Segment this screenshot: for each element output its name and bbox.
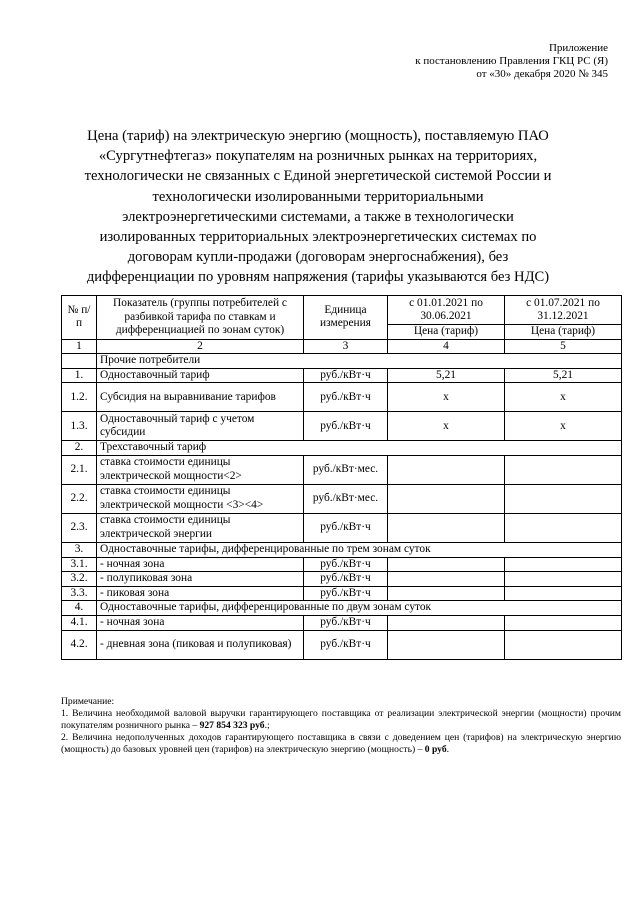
row-name: - дневная зона (пиковая и полупиковая) — [97, 630, 304, 659]
header-no: № п/п — [62, 296, 97, 340]
row-unit: руб./кВт·ч — [304, 412, 388, 441]
row-no: 1.3. — [62, 412, 97, 441]
table-row — [62, 572, 622, 587]
row-name: Одноставочные тарифы, дифференцированные по двум зонам суток — [97, 601, 622, 616]
row-value-2 — [505, 630, 622, 659]
header-price-2: Цена (тариф) — [505, 325, 622, 340]
row-no: 2.3. — [62, 513, 97, 542]
header-price-1: Цена (тариф) — [388, 325, 505, 340]
table-row — [62, 368, 622, 383]
table-row — [62, 412, 622, 441]
row-no: 1. — [62, 368, 97, 383]
table-row — [62, 557, 622, 572]
row-name: - пиковая зона — [97, 586, 304, 601]
note-item-2: 2. Величина недополученных доходов гарантирующего поставщика в связи с доведением цен (тарифов) на электрическую энергию (мощность) до базовых уровней цен (тарифов) на электрическую энергию (мощность) – 0 руб. — [61, 732, 621, 755]
row-value-2 — [505, 484, 622, 513]
notes — [61, 696, 621, 756]
row-name: ставка стоимости единицы электрической мощности <3><4> — [97, 484, 304, 513]
section-row — [62, 601, 622, 616]
header-indicator: Показатель (группы потребителей с разбивкой тарифа по ставкам и дифференциацией по зонам суток) — [97, 296, 304, 340]
column-number: 1 — [62, 339, 97, 354]
row-value-2 — [505, 586, 622, 601]
header-unit: Единица измерения — [304, 296, 388, 340]
column-number: 2 — [97, 339, 304, 354]
row-value-2: х — [505, 383, 622, 412]
row-unit: руб./кВт·ч — [304, 513, 388, 542]
header-date: от «30» декабря 2020 № 345 — [476, 68, 608, 80]
row-no: 3.3. — [62, 586, 97, 601]
row-value-2 — [505, 572, 622, 587]
row-value-1: х — [388, 383, 505, 412]
document-header — [415, 42, 608, 81]
row-name: ставка стоимости единицы электрической энергии — [97, 513, 304, 542]
row-value-1 — [388, 630, 505, 659]
row-unit: руб./кВт·мес. — [304, 455, 388, 484]
row-unit: руб./кВт·ч — [304, 383, 388, 412]
column-number: 5 — [505, 339, 622, 354]
row-name: Одноставочные тарифы, дифференцированные по трем зонам суток — [97, 542, 622, 557]
header-resolution: к постановлению Правления ГКЦ РС (Я) — [415, 55, 608, 67]
row-name: Трехставочный тариф — [97, 441, 622, 456]
table-row — [62, 586, 622, 601]
row-unit: руб./кВт·ч — [304, 630, 388, 659]
row-no: 2. — [62, 441, 97, 456]
row-no: 1.2. — [62, 383, 97, 412]
row-no: 3. — [62, 542, 97, 557]
table-row — [62, 615, 622, 630]
row-unit: руб./кВт·ч — [304, 557, 388, 572]
row-no: 4.2. — [62, 630, 97, 659]
section-row — [62, 542, 622, 557]
note-item-1: 1. Величина необходимой валовой выручки гарантирующего поставщика от реализации электрической энергии (мощности) прочим покупателям розничного рынка – 927 854 323 руб.; — [61, 708, 621, 731]
row-value-2 — [505, 615, 622, 630]
row-value-1 — [388, 586, 505, 601]
row-value-1: х — [388, 412, 505, 441]
section-row — [62, 441, 622, 456]
column-number: 4 — [388, 339, 505, 354]
row-value-1 — [388, 615, 505, 630]
table-row — [62, 484, 622, 513]
row-name: Одноставочный тариф с учетом субсидии — [97, 412, 304, 441]
row-value-1 — [388, 572, 505, 587]
row-name: - полупиковая зона — [97, 572, 304, 587]
row-no: 3.2. — [62, 572, 97, 587]
row-value-2 — [505, 455, 622, 484]
row-name: ставка стоимости единицы электрической мощности<2> — [97, 455, 304, 484]
row-unit: руб./кВт·мес. — [304, 484, 388, 513]
row-no: 4. — [62, 601, 97, 616]
note-item-2-value: 0 руб — [424, 744, 447, 755]
row-unit: руб./кВт·ч — [304, 368, 388, 383]
row-no: 2.1. — [62, 455, 97, 484]
table-row — [62, 630, 622, 659]
row-value-1: 5,21 — [388, 368, 505, 383]
row-value-2: 5,21 — [505, 368, 622, 383]
note-heading: Примечание: — [61, 696, 115, 707]
row-name: Одноставочный тариф — [97, 368, 304, 383]
document-title: Цена (тариф) на электрическую энергию (мощность), поставляемую ПАО «Сургутнефтегаз» покупателям на розничных рынках на территориях, технологически не связанных с Единой энергетической системой России и технологически изолированными территориальными электроэнергетическими системами, а также в технологически изолированных территориальных электроэнергетических системах по договорам купли-продажи (договорам энергоснабжения), без дифференциации по уровням напряжения (тарифы указываются без НДС) — [84, 128, 552, 286]
row-unit: руб./кВт·ч — [304, 586, 388, 601]
column-number: 3 — [304, 339, 388, 354]
table-row — [62, 455, 622, 484]
header-period-2: с 01.07.2021 по 31.12.2021 — [505, 296, 622, 325]
header-appendix: Приложение — [548, 42, 608, 54]
row-no: 4.1. — [62, 615, 97, 630]
header-period-1: с 01.01.2021 по 30.06.2021 — [388, 296, 505, 325]
note-item-1-value: 927 854 323 руб — [199, 720, 265, 731]
row-no: 3.1. — [62, 557, 97, 572]
row-value-1 — [388, 557, 505, 572]
row-value-2 — [505, 513, 622, 542]
table-row — [62, 383, 622, 412]
row-value-1 — [388, 484, 505, 513]
row-no: 2.2. — [62, 484, 97, 513]
row-name: - ночная зона — [97, 557, 304, 572]
row-unit: руб./кВт·ч — [304, 615, 388, 630]
row-value-2 — [505, 557, 622, 572]
row-value-1 — [388, 513, 505, 542]
column-number-row — [62, 339, 622, 354]
row-name: Субсидия на выравнивание тарифов — [97, 383, 304, 412]
row-value-1 — [388, 455, 505, 484]
row-unit: руб./кВт·ч — [304, 572, 388, 587]
tariff-table — [61, 295, 622, 660]
row-value-2: х — [505, 412, 622, 441]
row-name: - ночная зона — [97, 615, 304, 630]
table-row — [62, 513, 622, 542]
section-row — [62, 354, 622, 369]
section-other-consumers: Прочие потребители — [97, 354, 622, 369]
